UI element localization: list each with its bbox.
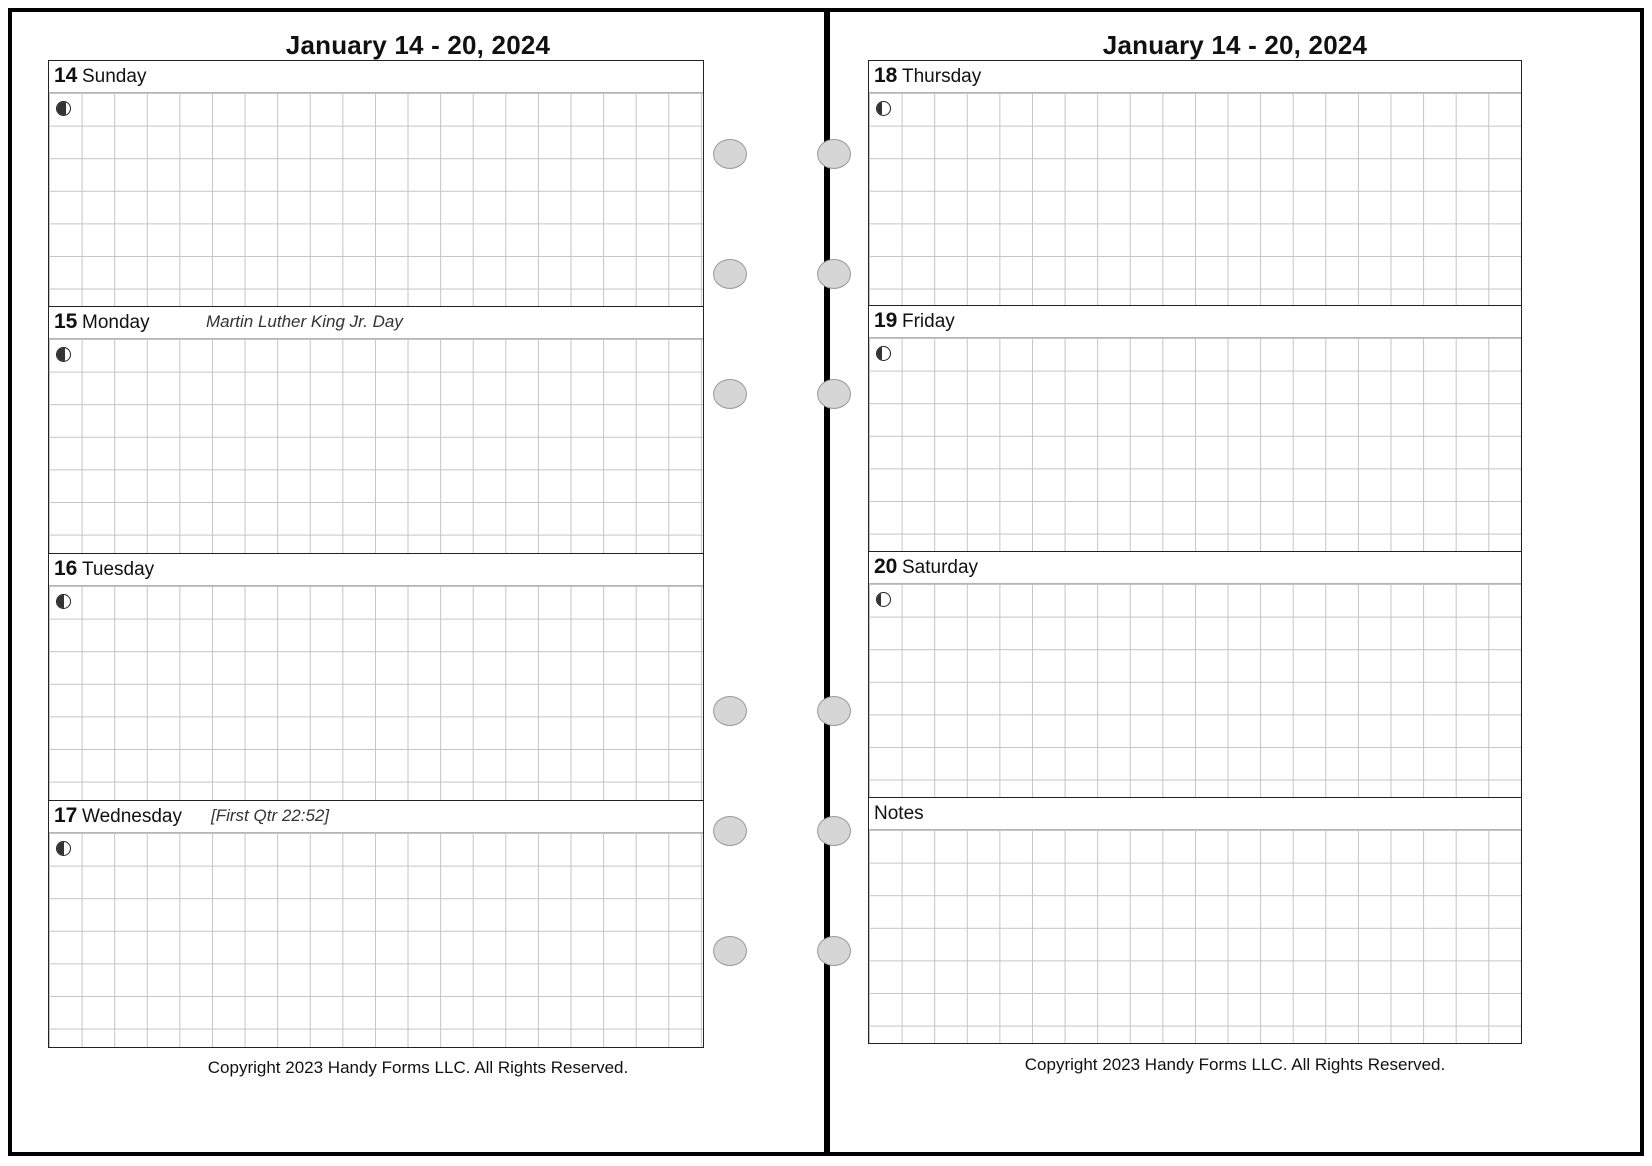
day-number: 17 bbox=[54, 804, 78, 827]
copyright-text: Copyright 2023 Handy Forms LLC. All Rights Reserved. bbox=[1024, 1055, 1446, 1074]
day-block-wednesday[interactable] bbox=[48, 801, 704, 1048]
writing-grid[interactable] bbox=[869, 583, 1521, 797]
ring-hole-icon bbox=[713, 139, 747, 169]
day-name: Wednesday bbox=[82, 806, 182, 827]
ring-hole-icon bbox=[713, 259, 747, 289]
ring-hole-icon bbox=[817, 139, 851, 169]
day-number: 14 bbox=[54, 64, 78, 87]
ring-hole-icon bbox=[817, 259, 851, 289]
moon-phase-note: [First Qtr 22:52] bbox=[211, 806, 330, 825]
writing-grid[interactable] bbox=[869, 92, 1521, 305]
day-name: Thursday bbox=[902, 66, 982, 87]
day-number: 19 bbox=[874, 309, 898, 332]
day-block-saturday[interactable] bbox=[868, 552, 1522, 798]
day-number: 16 bbox=[54, 557, 78, 580]
day-header bbox=[49, 61, 703, 93]
day-block-friday[interactable] bbox=[868, 306, 1522, 552]
writing-grid[interactable] bbox=[49, 832, 703, 1047]
notes-header bbox=[869, 798, 1521, 830]
notes-block[interactable] bbox=[868, 798, 1522, 1044]
ring-hole-icon bbox=[713, 696, 747, 726]
day-header bbox=[869, 61, 1521, 93]
day-block-sunday[interactable] bbox=[48, 60, 704, 307]
day-header bbox=[869, 306, 1521, 338]
waxing-crescent-moon-icon bbox=[56, 347, 71, 362]
waning-crescent-moon-icon bbox=[56, 101, 71, 116]
ring-hole-icon bbox=[817, 696, 851, 726]
waxing-gibbous-moon-icon bbox=[876, 592, 891, 607]
copyright-text: Copyright 2023 Handy Forms LLC. All Rights Reserved. bbox=[207, 1058, 629, 1077]
writing-grid[interactable] bbox=[49, 338, 703, 553]
first-quarter-moon-icon bbox=[56, 841, 71, 856]
ring-hole-icon bbox=[817, 379, 851, 409]
day-block-monday[interactable] bbox=[48, 307, 704, 554]
day-header bbox=[49, 554, 703, 586]
day-block-thursday[interactable] bbox=[868, 60, 1522, 306]
day-number: 15 bbox=[54, 310, 78, 333]
day-number: 18 bbox=[874, 64, 898, 87]
waxing-gibbous-moon-icon bbox=[876, 101, 891, 116]
holiday-note: Martin Luther King Jr. Day bbox=[206, 312, 403, 331]
day-name: Tuesday bbox=[82, 559, 155, 580]
day-header bbox=[869, 552, 1521, 584]
week-title: January 14 - 20, 2024 bbox=[1102, 30, 1368, 60]
day-block-tuesday[interactable] bbox=[48, 554, 704, 801]
ring-hole-icon bbox=[713, 379, 747, 409]
day-header bbox=[49, 801, 703, 833]
week-title: January 14 - 20, 2024 bbox=[285, 30, 551, 60]
day-name: Monday bbox=[82, 312, 150, 333]
ring-hole-icon bbox=[817, 816, 851, 846]
day-number: 20 bbox=[874, 555, 898, 578]
ring-hole-icon bbox=[713, 816, 747, 846]
writing-grid[interactable] bbox=[49, 585, 703, 800]
waxing-crescent-moon-icon bbox=[56, 594, 71, 609]
waxing-gibbous-moon-icon bbox=[876, 346, 891, 361]
day-header bbox=[49, 307, 703, 339]
writing-grid[interactable] bbox=[869, 337, 1521, 551]
day-name: Saturday bbox=[902, 557, 979, 578]
left-planner-page bbox=[8, 8, 828, 1156]
ring-hole-icon bbox=[713, 936, 747, 966]
ring-hole-icon bbox=[817, 936, 851, 966]
day-name: Sunday bbox=[82, 66, 147, 87]
writing-grid[interactable] bbox=[49, 92, 703, 306]
day-name: Friday bbox=[902, 311, 955, 332]
right-planner-page bbox=[826, 8, 1644, 1156]
notes-label: Notes bbox=[874, 803, 924, 824]
writing-grid[interactable] bbox=[869, 829, 1521, 1043]
